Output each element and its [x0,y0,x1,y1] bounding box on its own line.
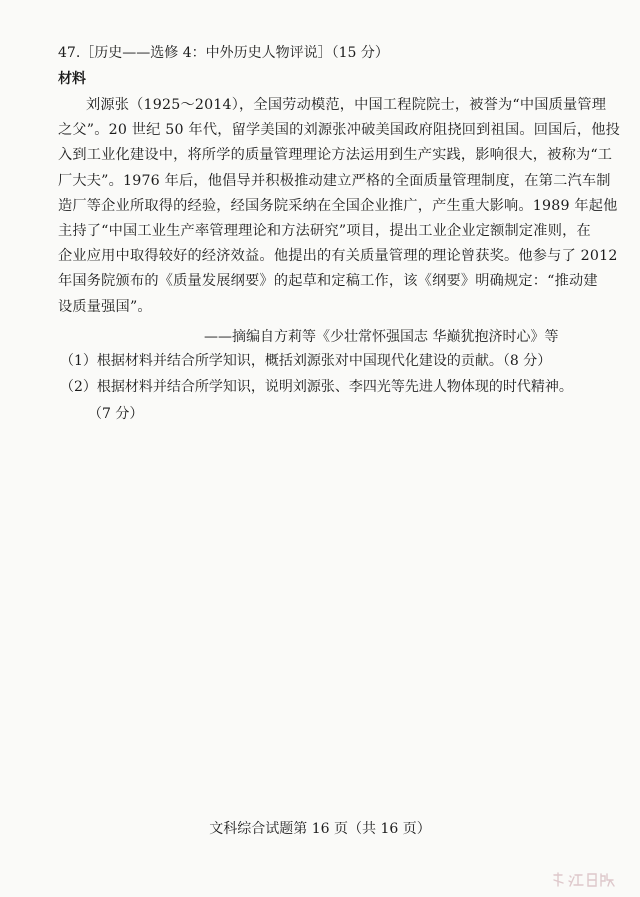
material-line: 年国务院颁布的《质量发展纲要》的起草和定稿工作，该《纲要》明确规定：“推动建 [58,273,598,290]
material-line: 主持了“中国工业生产率管理理论和方法研究”项目，提出工业企业定额制定准则，在 [58,222,591,239]
material-line: 入到工业化建设中，将所学的质量管理理论方法运用到生产实践，影响很大，被称为“工 [58,147,613,164]
sub-question-2-points: （7 分） [88,406,144,422]
material-line: 之父”。20 世纪 50 年代，留学美国的刘源张冲破美国政府阻挠回到祖国。回国后，他投 [58,122,621,139]
question-title: 47.［历史——选修 4：中外历史人物评说］（15 分） [58,45,389,61]
material-line: 造厂等企业所取得的经验，经国务院采纳在全国企业推广，产生重大影响。1989 年起他 [58,197,618,214]
material-line: 厂大夫”。1976 年后，他倡导并积极推动建立严格的全面质量管理制度，在第二汽车制 [58,172,611,189]
material-line: 设质量强国”。 [58,298,152,315]
material-line: 企业应用中取得较好的经济效益。他提出的有关质量管理的理论曾获奖。他参与了 2012 [58,248,618,265]
material-passage [58,93,621,320]
newspaper-logo-watermark-icon [550,871,618,889]
sub-question-1: （1）根据材料并结合所学知识，概括刘源张对中国现代化建设的贡献。（8 分） [60,353,552,369]
sub-question-2: （2）根据材料并结合所学知识，说明刘源张、李四光等先进人物体现的时代精神。 [60,379,573,395]
material-label: 材料 [58,71,86,87]
material-source: ——摘编自方莉等《少壮常怀强国志 华巅犹抱济时心》等 [204,329,559,345]
page-footer: 文科综合试题第 16 页（共 16 页） [209,821,431,837]
material-line: 刘源张（1925～2014），全国劳动模范，中国工程院院士，被誉为“中国质量管理 [86,97,607,113]
